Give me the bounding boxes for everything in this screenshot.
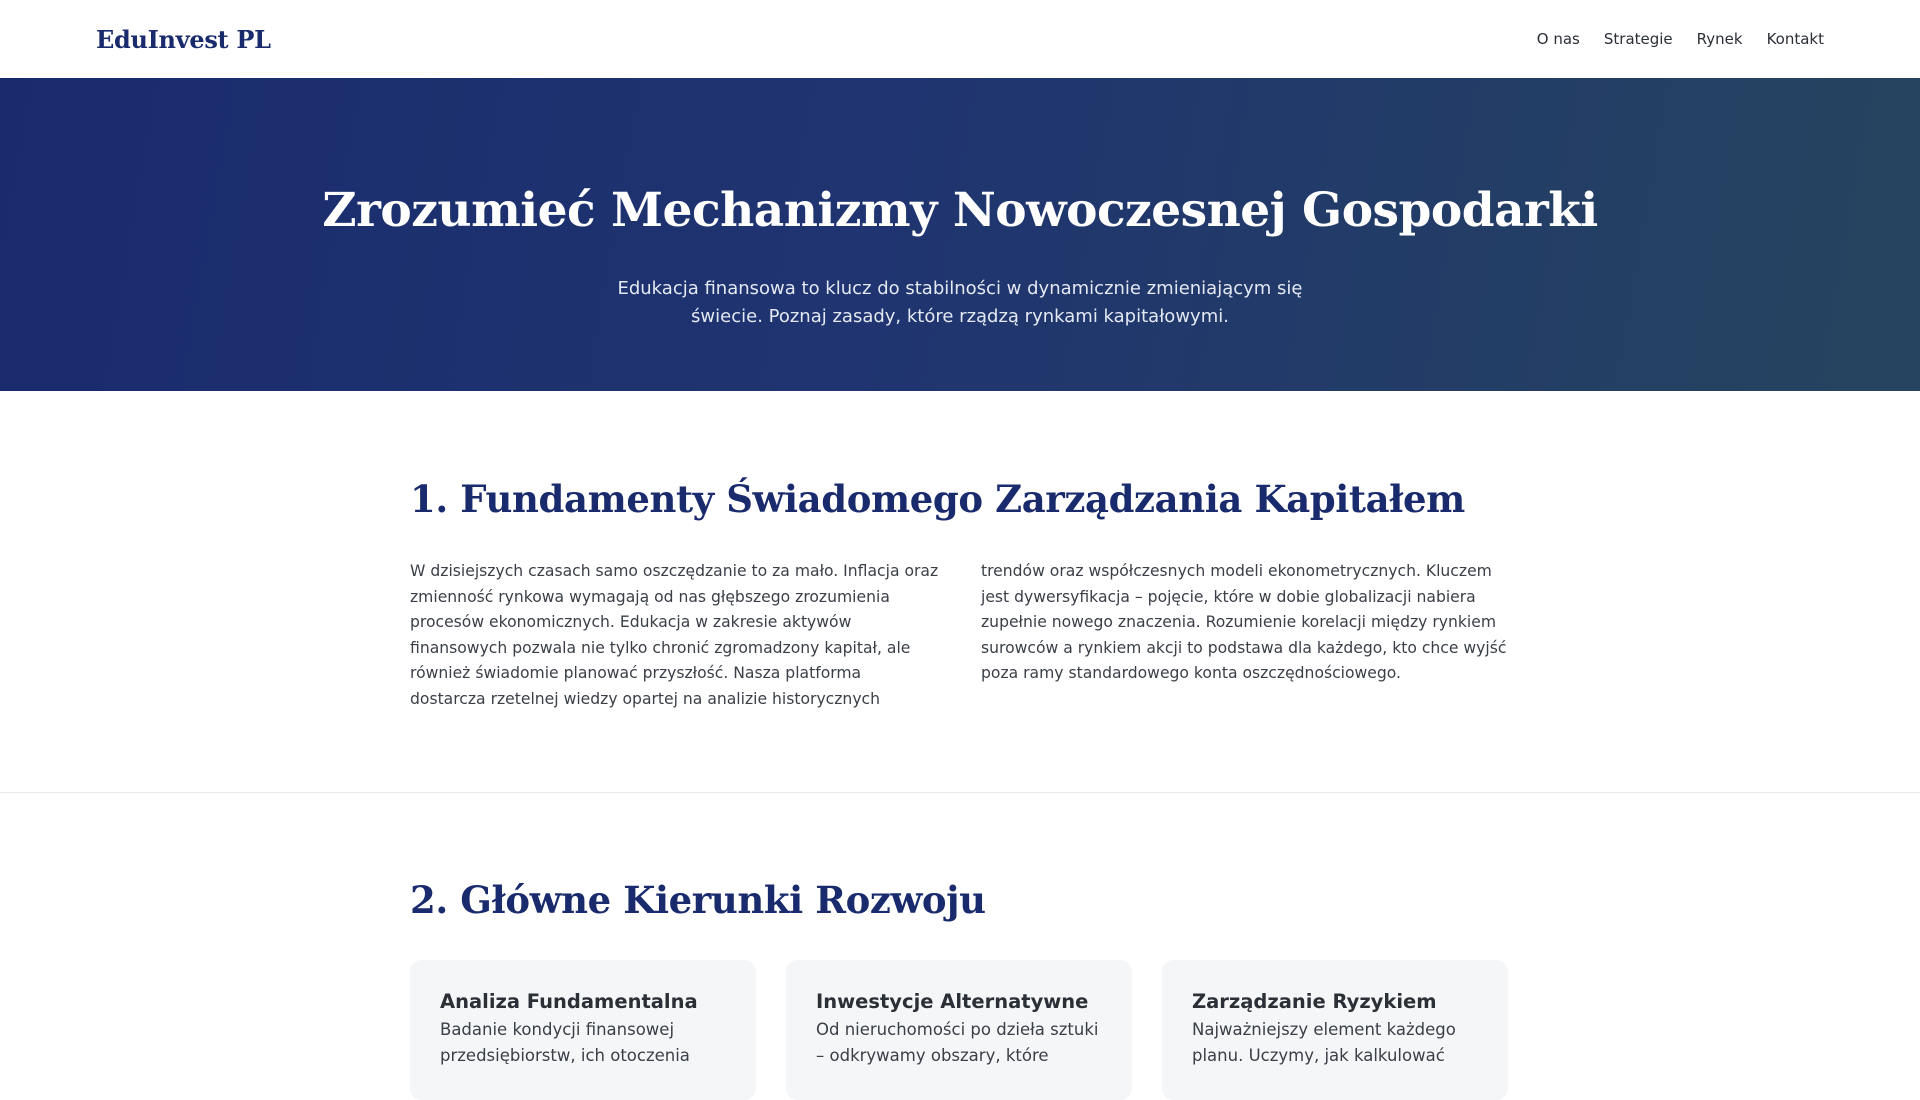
nav-link-kontakt[interactable]: Kontakt: [1766, 30, 1824, 48]
section-fundamentals: [0, 391, 1920, 793]
section-directions-title: 2. Główne Kierunki Rozwoju: [410, 878, 986, 922]
directions-cards: [410, 960, 1510, 1100]
card-text: Badanie kondycji finansowej przedsiębiorstw, ich otoczenia: [440, 1020, 690, 1065]
card-title: Zarządzanie Ryzykiem: [1192, 990, 1437, 1013]
card-text: Najważniejszy element każdego planu. Uczymy, jak kalkulować: [1192, 1020, 1456, 1065]
hero-subtitle: Edukacja finansowa to klucz do stabilności w dynamicznie zmieniającym się świecie. Poznaj zasady, które rządzą rynkami kapitałowymi.: [617, 278, 1303, 327]
section-fundamentals-body: W dzisiejszych czasach samo oszczędzanie to za mało. Inflacja oraz zmienność rynkowa wymagają od nas głębszego zrozumienia procesów ekonomicznych. Edukacja w zakresie aktywów finansowych pozwala nie tylko chronić zgromadzony kapitał, ale również świadomie planować przyszłość. Nasza platforma dostarcza rzetelnej wiedzy opartej na analizie historycznych trendów oraz współczesnych modeli ekonometrycznych. Kluczem jest dywersyfikacja – pojęcie, które w dobie globalizacji nabiera zupełnie nowego znaczenia. Rozumienie korelacji między rynkiem surowców a rynkiem akcji to podstawa dla każdego, kto chce wyjść poza ramy standardowego konta oszczędnościowego.: [410, 562, 1507, 708]
card-text: Od nieruchomości po dzieła sztuki – odkrywamy obszary, które: [816, 1020, 1099, 1065]
card-title: Analiza Fundamentalna: [440, 990, 698, 1013]
nav-link-o-nas[interactable]: O nas: [1536, 30, 1580, 48]
nav-link-strategie[interactable]: Strategie: [1603, 30, 1673, 48]
hero-title: Zrozumieć Mechanizmy Nowoczesnej Gospodarki: [322, 183, 1598, 238]
section-directions: [0, 794, 1920, 1080]
section-fundamentals-title: 1. Fundamenty Świadomego Zarządzania Kapitałem: [410, 477, 1465, 521]
card-zarzadzanie-ryzykiem: [1162, 960, 1508, 1100]
card-analiza-fundamentalna: [410, 960, 756, 1100]
top-navigation-bar: [0, 0, 1920, 78]
hero-banner: [0, 78, 1920, 391]
main-nav: [1537, 30, 1824, 48]
nav-link-rynek[interactable]: Rynek: [1696, 30, 1743, 48]
brand-logo[interactable]: EduInvest PL: [96, 24, 271, 54]
card-title: Inwestycje Alternatywne: [816, 990, 1089, 1013]
card-inwestycje-alternatywne: [786, 960, 1132, 1100]
